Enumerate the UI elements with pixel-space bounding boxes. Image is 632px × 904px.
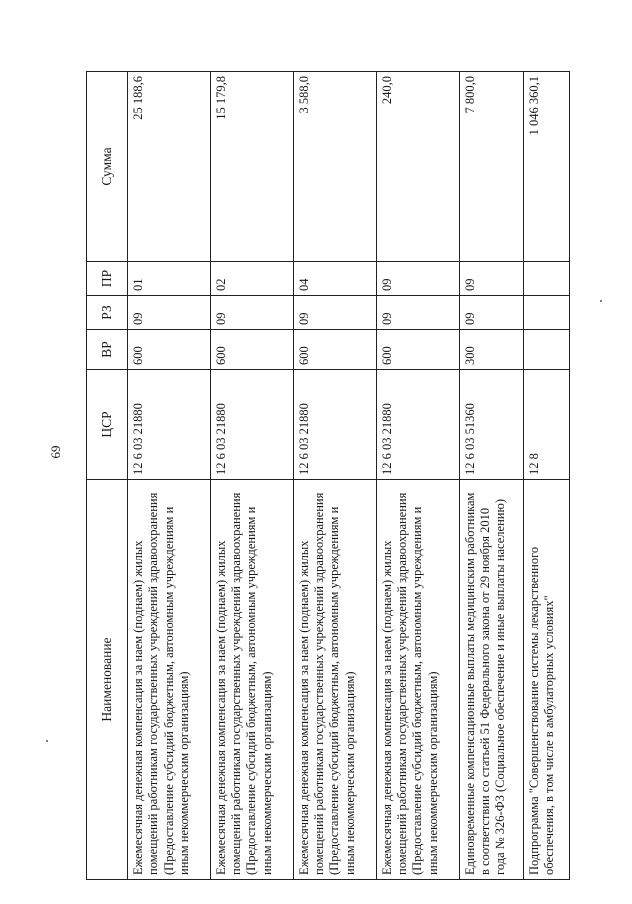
- cell-pr: 09: [459, 262, 523, 296]
- cell-name: Единовременные компенсационные выплаты медицинским работникам в соответствии со статьей 51 Федерального закона от 29 ноября 2010 года № 326-ФЗ (Социальное обеспечение и иные выплаты населению): [459, 480, 523, 880]
- table-row: [293, 72, 376, 880]
- cell-name: Ежемесячная денежная компенсация за наем (поднаем) жилых помещений работникам государственных учреждений здравоохранения (Предоставление субсидий бюджетным, автономным учреждениям и иным некоммерческим организациям): [128, 480, 211, 880]
- cell-sum: 240,0: [376, 72, 459, 262]
- scan-speck: [46, 740, 48, 742]
- cell-sum: 3 588,0: [293, 72, 376, 262]
- cell-csr: 12 6 03 21880: [210, 370, 293, 480]
- cell-pr: 02: [210, 262, 293, 296]
- budget-table: [86, 71, 570, 880]
- scan-speck: [600, 300, 602, 302]
- table-row: [128, 72, 211, 880]
- cell-rz: 09: [376, 296, 459, 330]
- table-row: [524, 72, 570, 880]
- cell-rz: 09: [128, 296, 211, 330]
- header-vr: ВР: [87, 330, 128, 370]
- table-row: [376, 72, 459, 880]
- cell-csr: 12 6 03 21880: [376, 370, 459, 480]
- header-csr: ЦСР: [87, 370, 128, 480]
- cell-csr: 12 6 03 21880: [128, 370, 211, 480]
- cell-vr: 600: [128, 330, 211, 370]
- cell-rz: 09: [293, 296, 376, 330]
- cell-name: Подпрограмма "Совершенствование системы лекарственного обеспечения, в том числе в амбулаторных условиях": [524, 480, 570, 880]
- cell-sum: 7 800,0: [459, 72, 523, 262]
- cell-vr: [524, 330, 570, 370]
- cell-vr: 600: [210, 330, 293, 370]
- cell-name: Ежемесячная денежная компенсация за наем (поднаем) жилых помещений работникам государственных учреждений здравоохранения (Предоставление субсидий бюджетным, автономным учреждениям и иным некоммерческим организациям): [293, 480, 376, 880]
- page-number: 69: [48, 445, 63, 459]
- cell-pr: 04: [293, 262, 376, 296]
- table-row: [210, 72, 293, 880]
- cell-vr: 300: [459, 330, 523, 370]
- cell-csr: 12 8: [524, 370, 570, 480]
- header-pr: ПР: [87, 262, 128, 296]
- cell-name: Ежемесячная денежная компенсация за наем (поднаем) жилых помещений работникам государственных учреждений здравоохранения (Предоставление субсидий бюджетным, автономным учреждениям и иным некоммерческим организациям): [376, 480, 459, 880]
- cell-csr: 12 6 03 51360: [459, 370, 523, 480]
- cell-name: Ежемесячная денежная компенсация за наем (поднаем) жилых помещений работникам государственных учреждений здравоохранения (Предоставление субсидий бюджетным, автономным учреждениям и иным некоммерческим организациям): [210, 480, 293, 880]
- cell-csr: 12 6 03 21880: [293, 370, 376, 480]
- header-sum: Сумма: [87, 72, 128, 262]
- header-name: Наименование: [87, 480, 128, 880]
- cell-rz: 09: [459, 296, 523, 330]
- cell-pr: 01: [128, 262, 211, 296]
- cell-pr: [524, 262, 570, 296]
- cell-rz: 09: [210, 296, 293, 330]
- cell-pr: 09: [376, 262, 459, 296]
- header-rz: РЗ: [87, 296, 128, 330]
- table-row: [459, 72, 523, 880]
- cell-vr: 600: [376, 330, 459, 370]
- cell-vr: 600: [293, 330, 376, 370]
- cell-sum: 15 179,8: [210, 72, 293, 262]
- table-header-row: [87, 72, 128, 880]
- cell-sum: 1 046 360,1: [524, 72, 570, 262]
- rotated-table-wrapper: [86, 72, 570, 880]
- cell-rz: [524, 296, 570, 330]
- cell-sum: 25 188,6: [128, 72, 211, 262]
- rotated-page-content: [86, 72, 632, 875]
